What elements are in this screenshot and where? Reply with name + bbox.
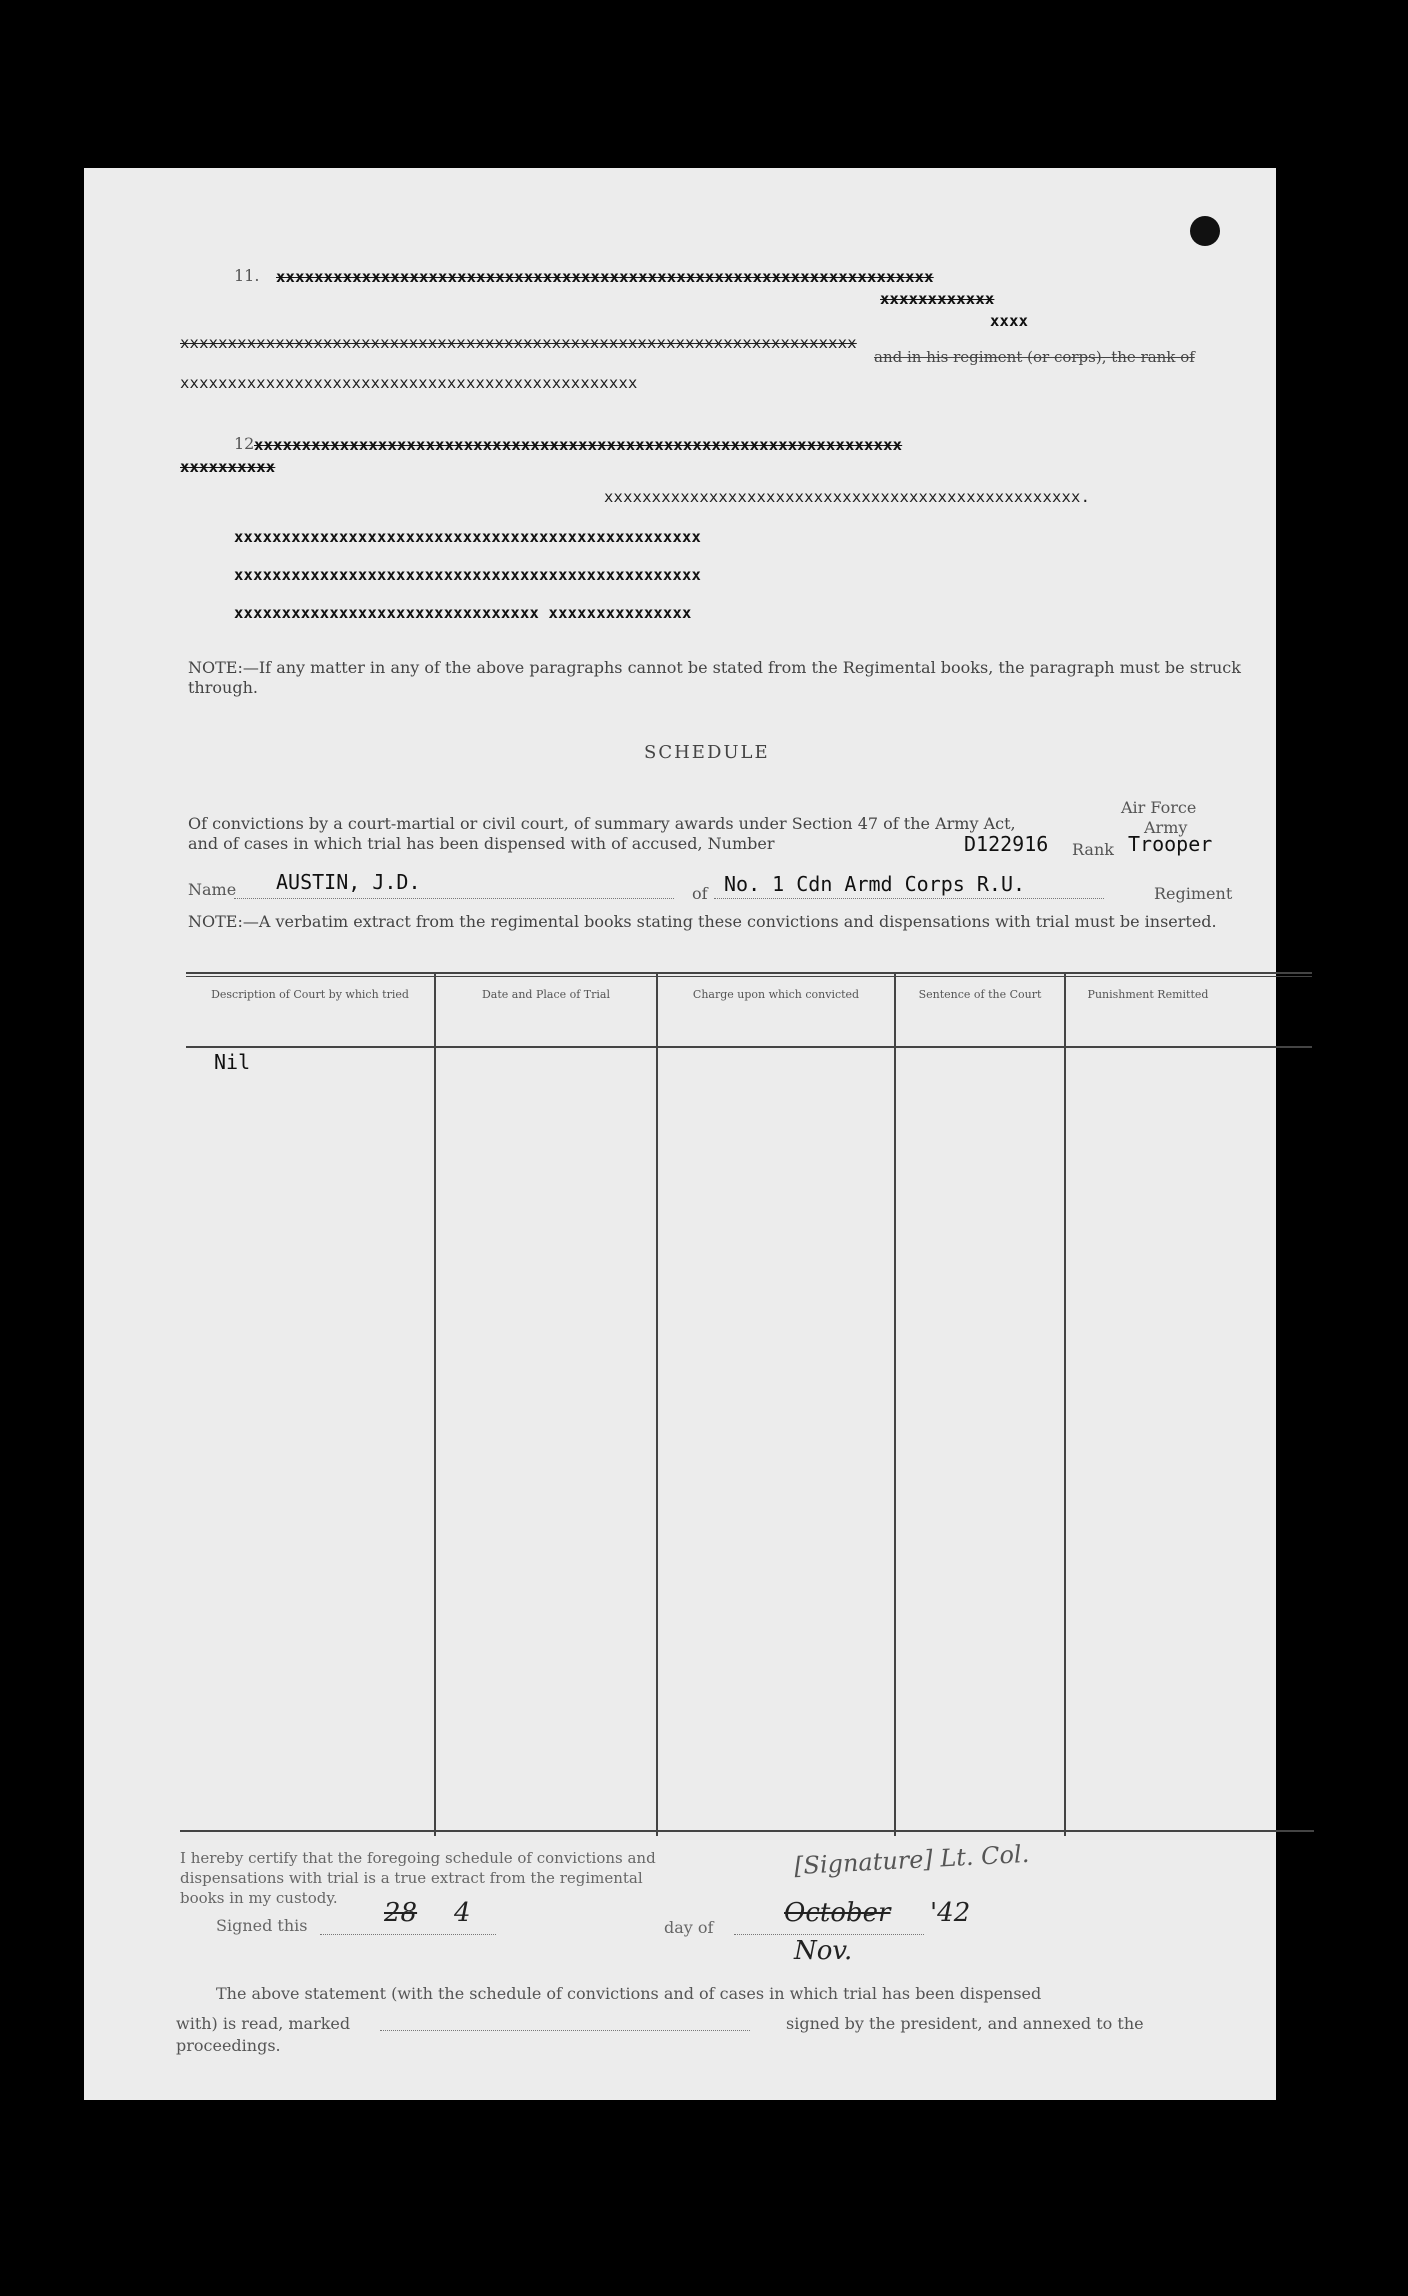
closing-line2b: signed by the president, and annexed to the <box>786 2014 1144 2033</box>
regiment-value: No. 1 Cdn Armd Corps R.U. <box>724 872 1026 896</box>
para12-line3: xxxxxxxxxxxxxxxxxxxxxxxxxxxxxxxxxxxxxxxxxxxxxxxxx <box>234 528 702 546</box>
day-value: 4 <box>454 1898 471 1928</box>
note-verbatim: NOTE:—A verbatim extract from the regimental books stating these convictions and dispensations with trial must be inserted. <box>188 912 1217 931</box>
rank-value: Trooper <box>1128 832 1213 856</box>
of-label: of <box>692 884 708 903</box>
para12-line4: xxxxxxxxxxxxxxxxxxxxxxxxxxxxxxxxxxxxxxxxxxxxxxxxx <box>234 566 702 584</box>
col-header-punishment: Punishment Remitted <box>1087 988 1209 1001</box>
col-header-date-place: Date and Place of Trial <box>481 988 610 1001</box>
para11-line2: xxxxxxxxxxxxxxxxxxxxxxxxxxxxxxxxxxxxxxxxxxxxxxxxxxxxxxxxxxxxxxxxxxxxxxx <box>180 334 857 352</box>
para12-line1b: xxxxxxxxxx <box>180 458 276 476</box>
schedule-intro: Of convictions by a court-martial or civil court, of summary awards under Section 47 of the Army Act, and of cases in which trial has been dispensed with of accused, Number <box>188 814 1016 853</box>
para12-line2: xxxxxxxxxxxxxxxxxxxxxxxxxxxxxxxxxxxxxxxxxxxxxxxxxx. <box>604 488 1091 506</box>
para11-line1: xxxxxxxxxxxxxxxxxxxxxxxxxxxxxxxxxxxxxxxxxxxxxxxxxxxxxxxxxxxxxxxxxxxxx <box>276 268 934 286</box>
name-value: AUSTIN, J.D. <box>276 870 421 894</box>
year-value: '42 <box>930 1898 971 1928</box>
day-struck: 28 <box>384 1898 418 1928</box>
closing-line2a: with) is read, marked <box>176 2014 351 2033</box>
para11-line1b: xxxxxxxxxxxx <box>880 290 995 308</box>
regiment-label: Regiment <box>1154 884 1233 903</box>
para12-line1: xxxxxxxxxxxxxxxxxxxxxxxxxxxxxxxxxxxxxxxxxxxxxxxxxxxxxxxxxxxxxxxxxxxx <box>254 436 903 454</box>
col-header-court: Description of Court by which tried <box>211 988 409 1001</box>
col-header-charge: Charge upon which convicted <box>692 988 860 1001</box>
army-label: Army <box>1144 818 1188 837</box>
closing-line1: The above statement (with the schedule of convictions and of cases in which trial has been dispensed <box>216 1984 1042 2003</box>
punch-hole <box>1190 216 1220 246</box>
closing-line3: proceedings. <box>176 2036 281 2055</box>
air-force-label: Air Force <box>1121 798 1197 817</box>
para11-line3: xxxxxxxxxxxxxxxxxxxxxxxxxxxxxxxxxxxxxxxxxxxxxxxx <box>180 374 638 392</box>
day-of-label: day of <box>664 1918 714 1937</box>
document-page <box>84 168 1276 2100</box>
col-header-sentence: Sentence of the Court <box>918 988 1042 1001</box>
rank-label: Rank <box>1072 840 1114 859</box>
para11-number: 11. <box>234 266 260 285</box>
note-struck-through: NOTE:—If any matter in any of the above paragraphs cannot be stated from the Regimental books, the paragraph must be struck through. <box>188 658 1241 697</box>
para12-line5: xxxxxxxxxxxxxxxxxxxxxxxxxxxxxxxx xxxxxxxxxxxxxxx <box>234 604 692 622</box>
signature: [Signature] Lt. Col. <box>793 1839 1030 1881</box>
name-label: Name <box>188 880 237 899</box>
signed-this-label: Signed this <box>216 1916 308 1935</box>
month-value: Nov. <box>794 1936 853 1966</box>
table-cell-nil: Nil <box>214 1050 251 1074</box>
month-struck: October <box>784 1898 891 1928</box>
para11-line1c: xxxx <box>990 312 1029 330</box>
service-number: D122916 <box>964 832 1049 856</box>
schedule-title: SCHEDULE <box>644 742 770 763</box>
para11-line2-visible: and in his regiment (or corps), the rank of <box>874 348 1195 366</box>
para12-number: 12 <box>234 434 255 453</box>
certify-text: I hereby certify that the foregoing schedule of convictions and dispensations with trial is a true extract from the regimental books in my custody. <box>180 1849 656 1907</box>
